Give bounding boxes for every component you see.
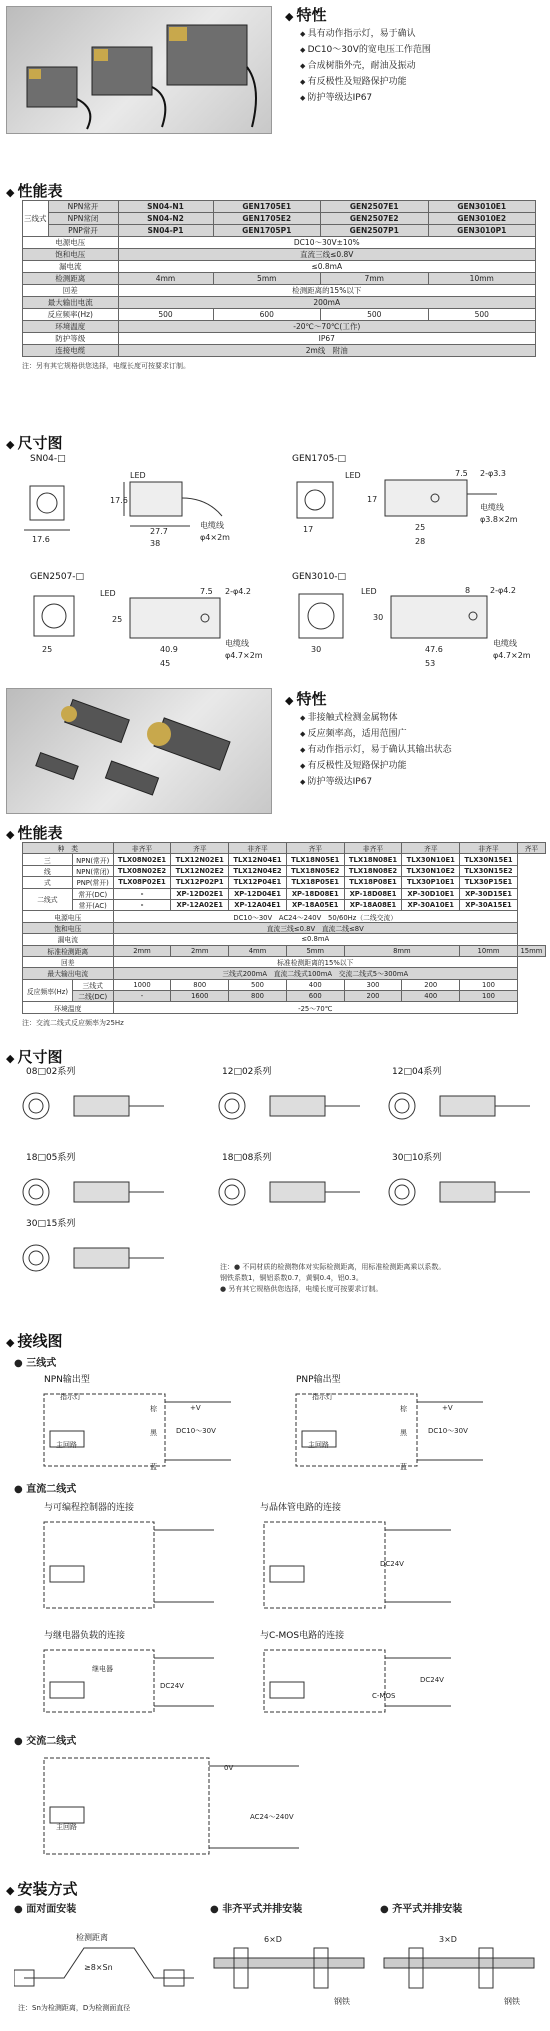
diamond-icon: ◆ (6, 1052, 15, 1065)
cell: TLX18N05E1 (286, 854, 344, 865)
dim-text: LED (361, 587, 377, 596)
series-label: 30□15系列 (26, 1219, 76, 1229)
diamond-icon: ◆ (6, 828, 15, 841)
cell: 常开(AC) (72, 899, 113, 910)
cell: GEN1705E1 (213, 201, 321, 213)
section-title: 性能表 (17, 182, 63, 200)
wiring-text: DC24V (420, 1676, 444, 1684)
cell: NPN(常闭) (72, 865, 113, 876)
cell: 10mm (460, 945, 518, 956)
wiring-text: 黑 (150, 1429, 157, 1437)
subsection-title: 交流二线式 (26, 1736, 77, 1747)
dim-text: 2-φ4.2 (225, 587, 251, 596)
cell: TLX12N02E2 (171, 865, 229, 876)
install-text: ≥8×Sn (84, 1963, 113, 1972)
dim-text: 17 (303, 525, 314, 534)
cell: 回差 (23, 285, 119, 297)
cell: 1600 (171, 991, 229, 1002)
note-line: ● 另有其它规格供您选择，电缆长度可按要求订制。 (220, 1285, 383, 1293)
cell: 400 (402, 991, 460, 1002)
cell: XP-12D04E1 (229, 888, 287, 899)
dim-notes (220, 1262, 445, 1295)
installation-drawings (14, 1918, 544, 2018)
diagram-label: 与晶体管电路的连接 (260, 1503, 342, 1513)
cell: TLX12N02E1 (171, 854, 229, 865)
wiring-text: 主回路 (56, 1441, 77, 1449)
cell: 800 (229, 991, 287, 1002)
cell: 4mm (118, 273, 213, 285)
cell: 饱和电压 (23, 249, 119, 261)
wiring-text: DC24V (380, 1560, 404, 1568)
diamond-icon: ◆ (285, 10, 294, 23)
series-label: 30□10系列 (392, 1153, 442, 1163)
cell: XP-12A04E1 (229, 899, 287, 910)
cell: SN04-P1 (118, 225, 213, 237)
cell: TLX30P10E1 (402, 877, 460, 888)
install-text: 钢铁 (504, 1997, 520, 2006)
cell: 电源电压 (23, 911, 114, 922)
feature-list (300, 26, 431, 106)
product-photo-square (6, 6, 272, 134)
wiring-text: 蓝 (150, 1463, 157, 1471)
cell: TLX12P04E1 (229, 877, 287, 888)
cell: 200 (344, 991, 402, 1002)
cell: - (113, 899, 171, 910)
wiring-text: 主回路 (308, 1441, 329, 1449)
cell: 漏电流 (23, 261, 119, 273)
table-note: 注：交流二线式反应频率为25Hz (22, 1018, 124, 1027)
subsection-title: 齐平式并排安装 (392, 1904, 463, 1915)
cell: 环境温度 (23, 1002, 114, 1013)
cell: 连接电缆 (23, 345, 119, 357)
model-label: GEN1705-□ (292, 454, 347, 464)
cell: TLX30N15E1 (460, 854, 518, 865)
cell: 5mm (286, 945, 344, 956)
cell: 防护等级 (23, 333, 119, 345)
model-label: GEN3010-□ (292, 572, 347, 582)
wiring-diagram (20, 1752, 320, 1862)
dim-text: 17.6 (110, 496, 128, 505)
cell: GEN2507P1 (321, 225, 429, 237)
cell: TLX18P08E1 (344, 877, 402, 888)
feature-item: ◆ DC10～30V的宽电压工作范围 (300, 42, 431, 58)
cell: -20℃～70℃(工作) (118, 321, 536, 333)
dim-text: 25 (112, 615, 123, 624)
diamond-icon: ◆ (6, 438, 15, 451)
cell: 非齐平 (229, 843, 287, 854)
cell: 二线式 (23, 888, 73, 911)
cell: TLX30N10E1 (402, 854, 460, 865)
cell: XP-18A05E1 (286, 899, 344, 910)
wiring-diagram (240, 1516, 460, 1616)
cell: TLX30N10E2 (402, 865, 460, 876)
dim-text: 2-φ3.3 (480, 469, 506, 478)
diagram-label: NPN输出型 (44, 1375, 90, 1385)
feature-item: ◆ 有反极性及短路保护功能 (300, 758, 452, 774)
subsection-title: 三线式 (26, 1358, 57, 1369)
cell: XP-30A10E1 (402, 899, 460, 910)
cell: 反应频率(Hz) (23, 979, 73, 1002)
cell: 100 (460, 979, 518, 990)
cell: 直流三线≤0.8V 直流二线≤8V (113, 922, 517, 933)
dim-text: 38 (150, 539, 161, 548)
cell: 三线式200mA 直流二线式100mA 交流二线式5～300mA (113, 968, 517, 979)
dimension-drawing-gen1705 (285, 468, 540, 563)
cell: XP-30D15E1 (460, 888, 518, 899)
feature-item: ◆ 有动作指示灯，易于确认其输出状态 (300, 742, 452, 758)
cell: XP-30A15E1 (460, 899, 518, 910)
cylinder-dimension-drawing (14, 1230, 174, 1290)
feature-item: ◆ 防护等级达IP67 (300, 774, 452, 790)
square-sensors-illustration (7, 7, 273, 135)
cell: XP-12D02E1 (171, 888, 229, 899)
product-photo-cylindrical (6, 688, 272, 814)
cell: NPN常闭 (48, 213, 118, 225)
cell: XP-12A02E1 (171, 899, 229, 910)
cell: 三线式 (72, 979, 113, 990)
cell: GEN1705E2 (213, 213, 321, 225)
wiring-text: C-MOS (372, 1692, 396, 1700)
cell: 200 (402, 979, 460, 990)
cell: 反应频率(Hz) (23, 309, 119, 321)
cell: TLX18N05E2 (286, 865, 344, 876)
bullet-icon: ● (210, 1904, 223, 1915)
cell: 600 (213, 309, 321, 321)
dim-text: 27.7 (150, 527, 168, 536)
section-title: 性能表 (17, 824, 63, 842)
install-text: 6×D (264, 1935, 282, 1944)
cell: XP-30D10E1 (402, 888, 460, 899)
cell: GEN3010P1 (428, 225, 536, 237)
cell: 7mm (321, 273, 429, 285)
series-label: 08□02系列 (26, 1067, 76, 1077)
bullet-icon: ● (14, 1736, 27, 1747)
cell: 种 类 (23, 843, 114, 854)
cell: 800 (171, 979, 229, 990)
wiring-text: DC10～30V (176, 1427, 216, 1435)
cell: 直流三线≤0.8V (118, 249, 536, 261)
section-title: 尺寸图 (17, 1048, 63, 1066)
cell: 三线式 (23, 201, 49, 237)
dimension-drawing-gen2507 (20, 586, 270, 681)
cell: 回差 (23, 956, 114, 967)
cell: 15mm (517, 945, 545, 956)
cell: 线 (23, 865, 73, 876)
dim-text: φ4.7×2m (225, 651, 263, 660)
cell: XP-18D08E1 (344, 888, 402, 899)
cell: 常开(DC) (72, 888, 113, 899)
dim-text: 30 (311, 645, 322, 654)
cell: DC10～30V AC24～240V 50/60Hz（二线交流） (113, 911, 517, 922)
feature-item: ◆ 反应频率高，适用范围广 (300, 726, 452, 742)
dim-text: 28 (415, 537, 426, 546)
spec-table-2 (22, 842, 546, 1028)
cylinder-dimension-drawing (210, 1164, 370, 1224)
cell: 漏电流 (23, 934, 114, 945)
subsection-title: 面对面安装 (26, 1904, 77, 1915)
cell: 齐平 (402, 843, 460, 854)
cell: IP67 (118, 333, 536, 345)
dim-text: 30 (373, 613, 384, 622)
cell: 500 (321, 309, 429, 321)
cell: 10mm (428, 273, 536, 285)
cell: 300 (344, 979, 402, 990)
install-text: 钢铁 (334, 1997, 350, 2006)
table-note: 注：另有其它规格供您选择，电缆长度可按要求订制。 (22, 362, 190, 370)
feature-item: ◆ 有反极性及短路保护功能 (300, 74, 431, 90)
cell: 式 (23, 877, 73, 888)
diamond-icon: ◆ (6, 1884, 15, 1897)
series-label: 18□08系列 (222, 1153, 272, 1163)
cell: ≤0.8mA (113, 934, 517, 945)
cell: GEN2507E2 (321, 213, 429, 225)
section-title: 安装方式 (17, 1880, 78, 1898)
section-title: 特性 (296, 6, 327, 24)
dim-text: 40.9 (160, 645, 178, 654)
cell: 非齐平 (113, 843, 171, 854)
cell: 非齐平 (460, 843, 518, 854)
feature-item: ◆ 具有动作指示灯，易于确认 (300, 26, 431, 42)
bullet-icon: ● (14, 1358, 27, 1369)
cell: TLX08N02E2 (113, 865, 171, 876)
dim-text: 电缆线 (225, 639, 249, 648)
cell: 2mm (171, 945, 229, 956)
section-title: 接线图 (17, 1332, 63, 1350)
cell: 齐平 (171, 843, 229, 854)
install-note: 注：Sn为检测距离，D为检测面直径 (18, 2004, 131, 2012)
cell: 1000 (113, 979, 171, 990)
cell: TLX30P15E1 (460, 877, 518, 888)
diamond-icon: ◆ (6, 1336, 15, 1349)
cell: -25～70℃ (113, 1002, 517, 1013)
cell: 最大输出电流 (23, 297, 119, 309)
cell: NPN(常开) (72, 854, 113, 865)
dim-text: 2-φ4.2 (490, 586, 516, 595)
dim-text: LED (345, 471, 361, 480)
dim-text: φ4×2m (200, 533, 230, 542)
dimension-drawing-sn04 (20, 468, 270, 563)
section-title: 特性 (296, 690, 327, 708)
cell: 8mm (344, 945, 460, 956)
bullet-icon: ● (380, 1904, 393, 1915)
wiring-diagram (20, 1644, 220, 1720)
diagram-label: 与继电器负载的连接 (44, 1631, 126, 1641)
cell: 二线(DC) (72, 991, 113, 1002)
wiring-text: +V (442, 1404, 453, 1412)
dim-text: 53 (425, 659, 436, 668)
dim-text: 电缆线 (493, 639, 517, 648)
feature-item: ◆ 防护等级达IP67 (300, 90, 431, 106)
cylinder-dimension-drawing (210, 1078, 370, 1138)
cell: 电源电压 (23, 237, 119, 249)
series-label: 12□02系列 (222, 1067, 272, 1077)
dim-text: 7.5 (455, 469, 468, 478)
cell: PNP常开 (48, 225, 118, 237)
cell: NPN常开 (48, 201, 118, 213)
install-text: 3×D (439, 1935, 457, 1944)
wiring-text: 0V (224, 1764, 234, 1772)
cell: TLX12N04E2 (229, 865, 287, 876)
dim-text: 8 (465, 586, 471, 595)
wiring-text: 黑 (400, 1429, 407, 1437)
wiring-text: 主回路 (56, 1823, 77, 1831)
cell: 标准检测距离的15%以下 (113, 956, 517, 967)
cell: XP-18A08E1 (344, 899, 402, 910)
dim-text: 25 (415, 523, 426, 532)
wiring-text: 指示灯 (60, 1393, 81, 1401)
cell: 100 (460, 991, 518, 1002)
cell: 500 (229, 979, 287, 990)
cell: 2m线 附油 (118, 345, 536, 357)
feature-list (300, 710, 452, 790)
cell: 600 (286, 991, 344, 1002)
dim-text: 45 (160, 659, 171, 668)
dim-text: 7.5 (200, 587, 213, 596)
cell: TLX12N04E1 (229, 854, 287, 865)
dim-text: 电缆线 (480, 503, 504, 512)
cell: TLX12P02P1 (171, 877, 229, 888)
dim-text: LED (130, 471, 146, 480)
wiring-text: 棕 (400, 1405, 407, 1413)
install-text: 检测距离 (76, 1933, 108, 1942)
cell: PNP(常开) (72, 877, 113, 888)
wiring-text: 棕 (150, 1405, 157, 1413)
cell: SN04-N2 (118, 213, 213, 225)
dim-text: φ4.7×2m (493, 651, 531, 660)
cell: 检测距离 (23, 273, 119, 285)
cell: 最大输出电流 (23, 968, 114, 979)
cell: DC10～30V±10% (118, 237, 536, 249)
wiring-text: DC24V (160, 1682, 184, 1690)
cell: 饱和电压 (23, 922, 114, 933)
feature-item: ◆ 合成树脂外壳，耐油及振动 (300, 58, 431, 74)
dim-text: 17 (367, 495, 378, 504)
wiring-text: +V (190, 1404, 201, 1412)
cell: 环境温度 (23, 321, 119, 333)
cylindrical-sensors-illustration (7, 689, 273, 815)
cell: 200mA (118, 297, 536, 309)
dim-text: φ3.8×2m (480, 515, 518, 524)
note-line: 注：● 不同材质的检测物体对实际检测距离，用标准检测距离乘以系数。 (220, 1263, 446, 1271)
diagram-label: 与C-MOS电路的连接 (260, 1631, 345, 1641)
cell: TLX08N02E1 (113, 854, 171, 865)
diagram-label: PNP输出型 (296, 1375, 341, 1385)
bullet-icon: ● (14, 1904, 27, 1915)
cell: TLX18N08E2 (344, 865, 402, 876)
cell: 三 (23, 854, 73, 865)
cell: 4mm (229, 945, 287, 956)
cell: 2mm (113, 945, 171, 956)
dim-text: 47.6 (425, 645, 443, 654)
cylinder-dimension-drawing (380, 1078, 540, 1138)
cell: ≤0.8mA (118, 261, 536, 273)
diamond-icon: ◆ (285, 694, 294, 707)
cylinder-dimension-drawing (14, 1164, 174, 1224)
cylinder-dimension-drawing (14, 1078, 174, 1138)
cell: 500 (118, 309, 213, 321)
cell: TLX30N15E2 (460, 865, 518, 876)
cell: 齐平 (286, 843, 344, 854)
wiring-text: 蓝 (400, 1463, 407, 1471)
cell: 400 (286, 979, 344, 990)
dim-text: 25 (42, 645, 53, 654)
wiring-text: 指示灯 (312, 1393, 333, 1401)
section-title: 尺寸图 (17, 434, 63, 452)
cell: 5mm (213, 273, 321, 285)
dim-text: 电缆线 (200, 521, 224, 530)
series-label: 12□04系列 (392, 1067, 442, 1077)
wiring-text: DC10～30V (428, 1427, 468, 1435)
feature-item: ◆ 非接触式检测金属物体 (300, 710, 452, 726)
wiring-diagram (20, 1516, 220, 1616)
note-line: 钢铁系数1，铜铝系数0.7，黄铜0.4，铝0.3。 (220, 1274, 363, 1282)
cell: TLX18P05E1 (286, 877, 344, 888)
model-label: SN04-□ (30, 454, 66, 464)
cell: GEN2507E1 (321, 201, 429, 213)
cell: GEN3010E2 (428, 213, 536, 225)
subsection-title: 直流二线式 (26, 1484, 77, 1495)
cell: TLX18N08E1 (344, 854, 402, 865)
diamond-icon: ◆ (6, 186, 15, 199)
cell: 500 (428, 309, 536, 321)
dim-text: LED (100, 589, 116, 598)
cell: - (113, 991, 171, 1002)
subsection-title: 非齐平式并排安装 (222, 1904, 303, 1915)
cell: GEN1705P1 (213, 225, 321, 237)
cell: - (113, 888, 171, 899)
model-label: GEN2507-□ (30, 572, 85, 582)
wiring-text: AC24～240V (250, 1813, 294, 1821)
dim-text: 17.6 (32, 535, 50, 544)
spec-table-1 (22, 200, 536, 371)
cell: 非齐平 (344, 843, 402, 854)
cell: TLX08P02E1 (113, 877, 171, 888)
cylinder-dimension-drawing (380, 1164, 540, 1224)
cell: GEN3010E1 (428, 201, 536, 213)
bullet-icon: ● (14, 1484, 27, 1495)
cell: 标准检测距离 (23, 945, 114, 956)
dimension-drawing-gen3010 (285, 586, 540, 681)
cell: 检测距离的15%以下 (118, 285, 536, 297)
series-label: 18□05系列 (26, 1153, 76, 1163)
cell: XP-18D08E1 (286, 888, 344, 899)
cell: 齐平 (517, 843, 545, 854)
diagram-label: 与可编程控制器的连接 (44, 1503, 135, 1513)
cell: SN04-N1 (118, 201, 213, 213)
wiring-text: 继电器 (92, 1665, 113, 1673)
